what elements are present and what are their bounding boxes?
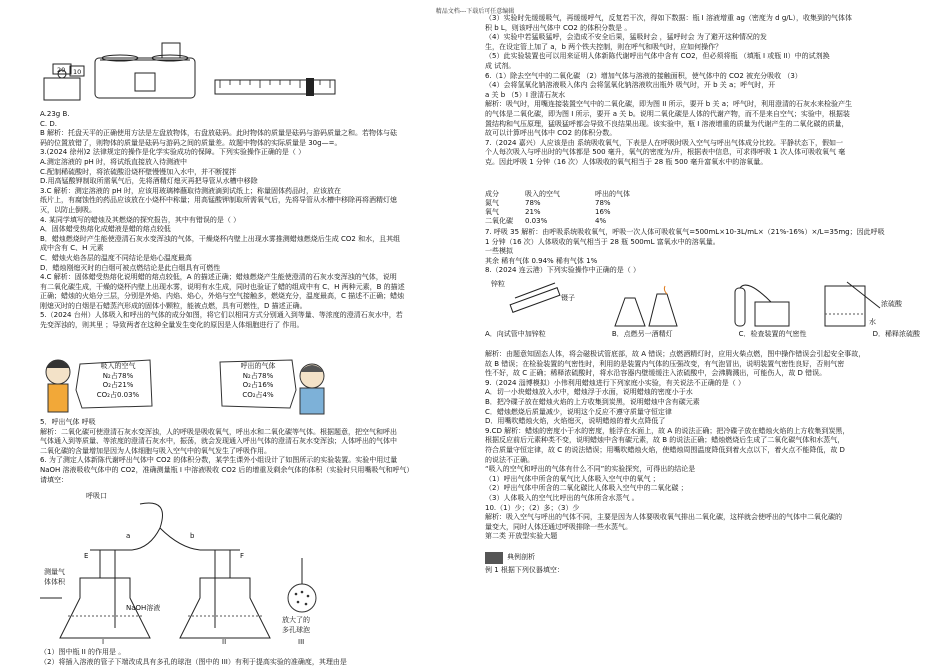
inhaled-title: 吸入的空气 [100, 362, 136, 370]
left-text-b [40, 418, 465, 485]
left-column [40, 0, 465, 672]
text-line: C. D. [40, 119, 57, 128]
text-line: D．蜡烛刚熄灭时的白烟可被点燃结论是此白烟具有可燃性 [40, 263, 221, 272]
text-line: 积 b L，则该呼出气体中 CO2 的体积分数是 。 [485, 23, 632, 32]
svg-text:10: 10 [73, 68, 82, 76]
text-line: 刚熄灭时的白烟是石蜡蒸汽形成的固体小颗粒，能被点燃，具有可燃性，D 描述正确。 [40, 301, 307, 310]
section-marker-icon [485, 552, 503, 564]
bottle-ii-label: II [222, 638, 227, 646]
text-line: NaOH 溶液吸收气体中的 CO2，准确测量瓶 I 中溶液吸收 CO2 后的增重及剩余气体的体积（实验时只用嘴吸气和呼气） [40, 465, 414, 474]
text-line: 其余 稀有气体 0.94% 稀有气体 1% [485, 256, 598, 265]
table-header: 呼出的气体 [595, 190, 630, 198]
text-line: 成中含有 C、H 元素 [40, 244, 104, 253]
text-line: B 解析：托盘天平的正确使用方法是左盘放物体，右盘放砝码。此时物体的质量是砝码与游码质量之和。若物体与砝 [40, 129, 398, 138]
text-line: a 关 b （5）I 澄清石灰水 [485, 90, 566, 99]
text-line: 第二类 开放型实验大题 [485, 532, 558, 541]
port-f-label: F [240, 552, 245, 560]
text-line: 有二氧化碳生成，干燥的烧杯内壁上出现水雾，说明有水生成，同时也验证了蜡的组成中有 C、H 两种元素，B 的描述 [40, 282, 405, 291]
text-line: 解析：吸气时，用嘴连接装置空气中的二氧化碳，即为图 II 所示，要开 b 关 a；呼气时，利用澄清的石灰水来检验产生 [485, 100, 852, 109]
acid-label: 浓硫酸 [881, 300, 902, 308]
exhaled-title: 呼出的气体 [240, 362, 276, 370]
right-text-b [485, 228, 920, 276]
text-line: “吸入的空气和呼出的气体有什么不同”的实验探究，可得出的结论是 [485, 465, 696, 474]
text-line: A.23g B. [40, 110, 70, 118]
left-text-c [40, 648, 465, 667]
mouth-label: 呼吸口 [86, 492, 107, 500]
zinc-label: 锌粒 [491, 280, 505, 288]
exhaled-co2: CO₂占4% [242, 390, 274, 399]
port-e-label: E [84, 552, 89, 560]
text-line: 纸片上，有腐蚀性的药品应该放在小烧杯中称量；用高锰酸钾制取所需氧气后，先将导管从水槽中移除再将酒精灯熄 [40, 196, 397, 205]
text-line: 故 B 错误；在检验装置的气密性时，利用的是装置内气体的压强改变，有气泡冒出，说明装置气密性良好，否则气密 [485, 359, 845, 368]
text-line: （2）将插入溶液的管子下端改成具有多孔的球泡（图中的 III）有利于提高实验的准确度，其理由是 [40, 657, 347, 666]
people-sketch [40, 350, 340, 416]
text-line: 灭，以防止倒吸。 [40, 205, 96, 214]
text-line: D．用嘴吹蜡烛火焰，火焰熄灭，说明蜡烛的着火点降低了 [485, 417, 666, 426]
inhaled-co2: CO₂占0.03% [96, 390, 140, 399]
text-line: C．蜡烛燃烧后质量减少，说明这个反应不遵守质量守恒定律 [485, 407, 672, 416]
text-line: 量变大，同时人体还通过呼吸排除一些水蒸气。 [485, 522, 632, 531]
table-row [485, 217, 665, 226]
text-line: 个人每次吸入与呼出时的气体都是 500 毫升，氧气的密度为/升，根据表中信息，可求得呼吸 1 次人体可吸收氧气 毫 [485, 148, 846, 157]
table-row [485, 199, 665, 208]
option-a: A．向试管中加锌粒 [485, 330, 546, 338]
text-line: A.测定溶液的 pH 时，将试纸直接放入待测液中 [40, 157, 188, 166]
table-header-row [485, 190, 665, 199]
text-line: 成 试剂。 [485, 61, 516, 70]
text-line: 1 分钟（16 次）人体吸收的氧气相当于 28 瓶 500mL 富氧水中的溶氧量。 [485, 237, 720, 246]
example-heading: 典例剖析 [507, 553, 535, 562]
text-line: 克。因此呼吸 1 分钟（16 次）人体吸收的氧气相当于 28 瓶 500 毫升富氧水中的溶氧量。 [485, 157, 768, 166]
table-cell: 78% [595, 199, 611, 207]
text-line: （1）图中瓶 II 的作用是 。 [40, 648, 126, 656]
text-line: A．固体蜡受热熔化成蜡液是蜡的熔点较低 [40, 225, 171, 234]
text-line: 的气体是二氧化碳，即为图 I 所示，要开 a 关 b。说明二氧化碳是人体的代谢产物，而不是来自空气；实验中，根据装 [485, 109, 850, 118]
table-cell: 21% [525, 208, 541, 216]
text-line: C．蜡烛火焰各层的温度不同结论是焰心温度最高 [40, 253, 192, 262]
lab-operations-figure [485, 278, 920, 342]
text-line: 6.（1）除去空气中的二氧化碳 （2）增加气体与溶液的接触面积，使气体中的 CO2 被充分吸收 （3） [485, 71, 802, 80]
text-line: 气体通入到等质量、等浓度的澄清石灰水中，振荡，就会发现通入呼出气体的澄清石灰水变浑浊；人体呼出的气体中 [40, 437, 397, 446]
text-line: 故可以计算呼出气体中 CO2 的体积分数。 [485, 129, 617, 138]
right-text-a [485, 14, 920, 168]
table-cell: 78% [525, 199, 541, 207]
clamp-a-label: a [126, 532, 131, 540]
text-line: （5）此实验装置也可以用来证明人体新陈代谢呼出气体中含有 CO2，但必须将瓶 （填瓶 I 或瓶 II）中的试剂换 [485, 52, 830, 61]
text-line: 生，在设定管上加了 a，b 两个铁夫控制，则在呼气和吸气时，应如何操作？ [485, 42, 723, 51]
text-line: B．把冷碟子放在蜡烛火焰的上方收集到炭黑，说明蜡烛中含有碳元素 [485, 397, 700, 406]
measure-label-1: 测量气 [44, 568, 65, 576]
bulb-label-1: 放大了的 [282, 616, 310, 624]
text-line: 正确；蜡烛的火焰分三层，分别是外焰、内焰、焰心，外焰与空气接触多，燃烧充分，温度最高，C 描述不正确；蜡烛 [40, 292, 405, 301]
text-line: 3.(2024 徐州)2 法律规定的操作是化学实验成功的保障。下列实验操作正确的是（ ） [40, 148, 306, 157]
measure-label-2: 体体积 [44, 578, 65, 586]
text-line: 7.（2024 嘉兴）人应该是由 系统吸收氧气，下表是人在呼吸时吸入空气与呼出气体成分比较。平静状态下，假如一 [485, 138, 843, 147]
text-line: 9.（2024 淄博模拟）小伟利用蜡烛进行下列家庭小实验，有关说法不正确的是（ ） [485, 378, 745, 387]
text-line: 解析：吸入空气与呼出的气体不同，主要是因为人体要吸收氧气排出二氧化碳，这样就会使呼出的气体中二氧化碳的 [485, 513, 842, 522]
bottle-i-label: I [102, 638, 105, 646]
table-header: 成分 [485, 190, 499, 198]
text-line: 6. 为了测定人体新陈代谢呼出气体中 CO2 的体积分数，某学生课外小组设计了如图所示的实验装置。实验中用过量 [40, 456, 398, 465]
svg-text:20: 20 [57, 66, 66, 74]
text-line: 码的位置放错了，则物体的质量是砝码与游码之间的质量差。故题中物体的实际质量是 30g—=。 [40, 138, 342, 147]
option-c: C．检查装置的气密性 [738, 330, 807, 338]
text-line: （1）呼出气体中所含的氧气比人体吸入空气中的氧气 ； [485, 474, 660, 483]
text-line: 符合质量守恒定律，故 C 的说法错误；用嘴吹蜡烛火焰，使蜡烛周围温度降低到着火点以下，着火点不能降低，故 D [485, 445, 845, 454]
text-line: 请填空： [40, 475, 68, 484]
table-cell: 4% [595, 217, 607, 225]
text-line: 3.C 解析：测定溶液的 pH 时，应该用玻璃棒蘸取待测液滴到试纸上；称量固体药品时，应该放在 [40, 186, 341, 195]
balance-figure [40, 38, 340, 110]
text-line: 5．呼出气体 呼吸 [40, 418, 96, 426]
table-cell: 氧气 [485, 208, 499, 216]
text-line: 9.CD 解析：蜡烛的密度小于水的密度，能浮在水面上，故 A 的说法正确；把冷碟子放在蜡烛火焰的上方收集到炭黑， [485, 426, 850, 435]
lab-options [485, 330, 920, 340]
table-cell: 氮气 [485, 199, 499, 207]
exhaled-n2: N₂占78% [242, 371, 274, 380]
naoh-label: NaOH溶液 [126, 604, 161, 612]
inhaled-o2: O₂占21% [102, 381, 134, 390]
table-cell: 二氧化碳 [485, 217, 513, 225]
exhaled-o2: O₂占16% [242, 381, 274, 390]
text-line: 置结构和气压原理，猛吸猛呼都会导致不良结果出现。该实验中，瓶 I 溶液增重的质量为代谢产生的二氧化碳的质量， [485, 119, 849, 128]
text-line: （3）人体吸入的空气比呼出的气体所含水蒸气 。 [485, 493, 639, 502]
example-line: 例 1 根据下列仪器填空： [485, 566, 564, 574]
text-line: 解析：二氧化碳可使澄清石灰水变浑浊，人的呼吸是吸收氧气，呼出水和二氧化碳等气体。根据题意，把空气和呼出 [40, 427, 397, 436]
right-text-c [485, 350, 920, 542]
text-line: （4）实验中若猛吸猛呼，会造成不安全后果，猛吸时会 ，猛呼时会 为了避开这种情况的发 [485, 33, 767, 42]
text-line: （3）实验时先缓缓吸气，再缓缓呼气，反复若干次，得如下数据：瓶 I 溶液增重 ag（密度为 d g/L），收集到的气体体 [485, 14, 853, 22]
text-line: 二氧化碳的含量增加是因为人体细胞与吸入空气中的氧气发生了呼吸作用。 [40, 446, 271, 455]
left-text-a [40, 110, 465, 331]
apparatus-figure [40, 488, 340, 648]
text-line: A．切一小块蜡烛放入水中，蜡烛浮于水面，说明蜡烛的密度小于水 [485, 388, 693, 397]
bulb-label-2: 多孔球泡 [282, 626, 310, 634]
page-header: 精品文档---下载后可任意编辑 [435, 8, 515, 15]
text-line: 性不好，故 C 正确；稀释浓硫酸时，将水沿容器内壁缓缓注入浓硫酸中，会沸腾溅出，可能伤人，故 D 错误。 [485, 369, 827, 378]
text-line: 5.（2024 台州）人体吸入和呼出的气体的成分如图，将它们以相同方式分别通入到等量、等浓度的澄清石灰水中，若 [40, 311, 403, 320]
option-b: B．点燃另一酒精灯 [611, 330, 673, 338]
text-line: 10.（1）少；（2）多；（3）少 [485, 503, 580, 512]
table-cell: 16% [595, 208, 611, 216]
text-line: 4.C 解析：固体蜡受热熔化说明蜡的熔点较低，A 的描述正确；蜡烛燃烧产生能使澄清的石灰水变浑浊的气体，说明 [40, 273, 397, 282]
text-line: （4）会将氢氧化钠溶液吸入体内 会将氢氧化钠溶液吹出瓶外 吸气时，开 b 关 a；呼气时，开 [485, 81, 776, 90]
text-line: B．蜡烛燃烧时产生能使澄清石灰水变浑浊的气体，干燥烧杯内壁上出现水雾推测蜡烛燃烧后生成 CO2 和水，且其组 [40, 234, 401, 243]
table-row [485, 208, 665, 217]
text-line: D.用高锰酸钾制取所需氧气后，先将酒精灯熄灭再把导管从水槽中移除 [40, 177, 258, 186]
right-column [485, 0, 920, 672]
text-line: 先变浑浊的，则其里 ；导致两者在这种全量发生变化的原因是人体细胞进行了 作用。 [40, 321, 304, 330]
text-line: C.配制稀硫酸时，将浓硫酸沿烧杯壁慢慢加入水中，并不断搅拌 [40, 167, 237, 176]
clamp-b-label: b [190, 532, 195, 540]
text-line: 解析：由题意知固态人体，将会磁极试管底部，故 A 错误；点燃酒精灯时，应用火柴点燃，图中操作错误会引起安全事故， [485, 350, 866, 358]
text-line: 的说法不正确。 [485, 455, 534, 464]
tweezers-label: 镊子 [561, 294, 575, 302]
example-heading-block [485, 552, 535, 564]
water-label: 水 [869, 318, 876, 326]
text-line: 一些模拟 [485, 247, 513, 256]
text-line: 4. 某同学填写的蜡烛及其燃烧的探究报告，其中有错误的是（ ） [40, 215, 241, 224]
bulb-iii-label: III [298, 638, 305, 646]
text-line: 8.（2024 连云港）下列实验操作中正确的是（ ） [485, 266, 640, 275]
inhaled-n2: N₂占78% [102, 371, 134, 380]
text-line: （2）呼出气体中所含的二氧化碳比人体吸入空气中的二氧化碳 ； [485, 484, 688, 493]
breath-comparison-figure [40, 350, 340, 416]
text-line: 7. 呼吸 35 解析：由呼吸系统吸收氧气，呼吸一次人体可吸收氧气=500mL×10-3L/mL×（21%-16%）×/L=35mg；因此呼吸 [485, 228, 885, 236]
table-cell: 0.03% [525, 217, 548, 225]
lab-operations-sketch [485, 278, 920, 332]
option-d: D．稀释浓硫酸 [872, 330, 920, 338]
table-header: 吸入的空气 [525, 190, 560, 198]
gas-table [485, 190, 665, 226]
text-line: 根据反应前后元素种类不变，说明蜡烛中含有碳元素，故 B 的说法正确；蜡烛燃烧后生成了二氧化碳气体和水蒸气， [485, 436, 845, 445]
